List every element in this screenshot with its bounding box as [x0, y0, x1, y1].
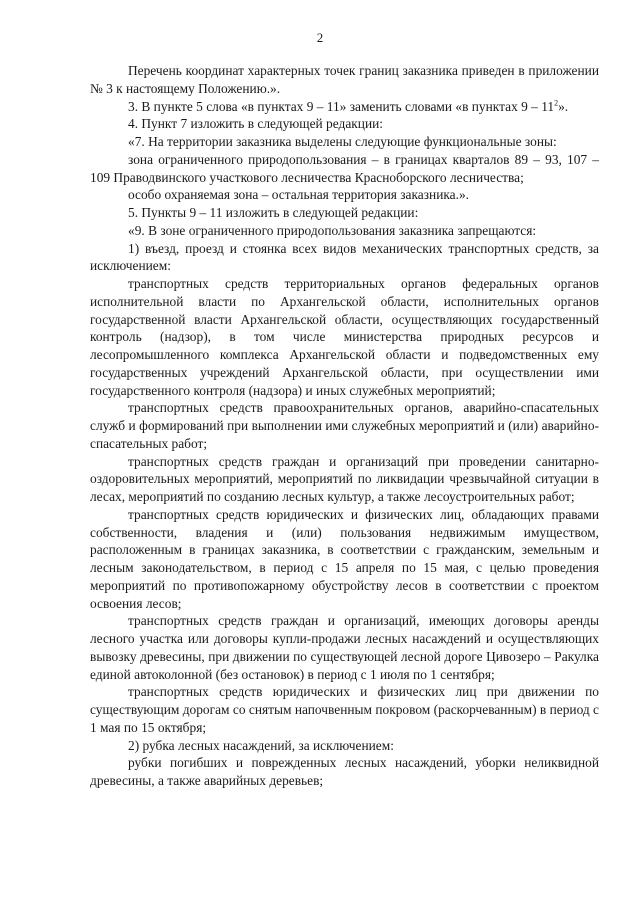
paragraph-text: зона ограниченного природопользования – в границах кварталов 89 – 93, 107 – 109 Праводвинского участкового лесничества Красноборского лесничества;: [90, 151, 599, 185]
paragraph-text: 2) рубка лесных насаждений, за исключением:: [128, 737, 394, 753]
paragraph-zone-limited: [90, 151, 599, 187]
paragraph-text: «9. В зоне ограниченного природопользования заказника запрещаются:: [128, 222, 537, 238]
paragraph-text: рубки погибших и поврежденных лесных насаждений, уборки неликвидной древесины, а также аварийных деревьев;: [90, 755, 599, 788]
paragraph-exception-timber-transport: [90, 612, 599, 683]
paragraph-text: транспортных средств правоохранительных органов, аварийно-спасательных служб и формирований при выполнении ими служебных мероприятий и (или) аварийно-спасательных работ;: [90, 400, 599, 451]
paragraph-text: транспортных средств граждан и организаций при проведении санитарно-оздоровительных мероприятий, мероприятий по ликвидации чрезвычайной ситуации в лесах, мероприятий по созданию лесных культур, а также лесоустроительных работ;: [90, 453, 599, 504]
paragraph-coordinates-list: [90, 62, 599, 98]
page-number: 2: [316, 30, 324, 45]
paragraph-exception-authorities: [90, 275, 599, 399]
paragraph-text: 1) въезд, проезд и стоянка всех видов механических транспортных средств, за исключением:: [90, 240, 599, 274]
paragraph-text: 3. В пункте 5 слова «в пунктах 9 – 11» заменить словами «в пунктах 9 – 11: [128, 98, 555, 114]
paragraph-item-5: [90, 204, 599, 222]
paragraph-text: транспортных средств граждан и организаций, имеющих договоры аренды лесного участка или договоры купли-продажи лесных насаждений и осуществляющих вывозку древесины, при движении по существующей лесной дороге Цивозеро – Ракулка единой автоколонной (без остановок) в период с 1 июля по 1 сентября;: [90, 613, 599, 682]
paragraph-text: 5. Пункты 9 – 11 изложить в следующей редакции:: [128, 205, 419, 220]
paragraph-clause-7: [90, 133, 599, 151]
paragraph-text: транспортных средств юридических и физических лиц, обладающих правами собственности, владения и (или) пользования недвижимым имуществом, расположенным в границах заказника, в соответствии с гражданским, земельным и лесным законодательством, в период с 15 апреля по 15 мая, с целью проведения мероприятий по противопожарному обустройству лесов в соответствии с проектом освоения лесов;: [90, 506, 599, 611]
paragraph-exception-sanitary: [90, 453, 599, 506]
paragraph-clause-9: [90, 222, 599, 240]
paragraph-exception-property-owners: [90, 506, 599, 613]
paragraph-exception-felling: [90, 754, 599, 790]
paragraph-exception-existing-roads: [90, 683, 599, 736]
paragraph-text: «7. На территории заказника выделены следующие функциональные зоны:: [128, 134, 557, 149]
paragraph-text: 4. Пункт 7 изложить в следующей редакции:: [128, 116, 384, 132]
paragraph-zone-protected: [90, 186, 599, 204]
paragraph-text: Перечень координат характерных точек границ заказника приведен в приложении № 3 к настоящему Положению.».: [90, 63, 599, 96]
superscript-marker: 2: [554, 98, 559, 108]
paragraph-text: транспортных средств территориальных органов федеральных органов исполнительной власти по Архангельской области, исполнительных органов государственной власти Архангельской области, осуществляющих государственный контроль (надзор), в том числе министерства природных ресурсов и лесопромышленного комплекса Архангельской области и подведомственных ему государственных учреждений Архангельской области, при осуществлении ими государственного контроля (надзора) и иных служебных мероприятий;: [90, 276, 599, 398]
paragraph-tail: ».: [558, 98, 569, 114]
paragraph-item-3: [90, 98, 599, 116]
paragraph-subitem-1: [90, 240, 599, 276]
paragraph-text: особо охраняемая зона – остальная территория заказника.».: [128, 187, 470, 203]
document-body: [90, 62, 599, 790]
paragraph-exception-law-enforcement: [90, 399, 599, 452]
paragraph-subitem-2: [90, 737, 599, 755]
paragraph-text: транспортных средств юридических и физических лиц при движении по существующим дорогам со снятым напочвенным покровом (раскорчеванным) в период с 1 мая по 15 октября;: [90, 684, 599, 735]
paragraph-item-4: [90, 115, 599, 133]
